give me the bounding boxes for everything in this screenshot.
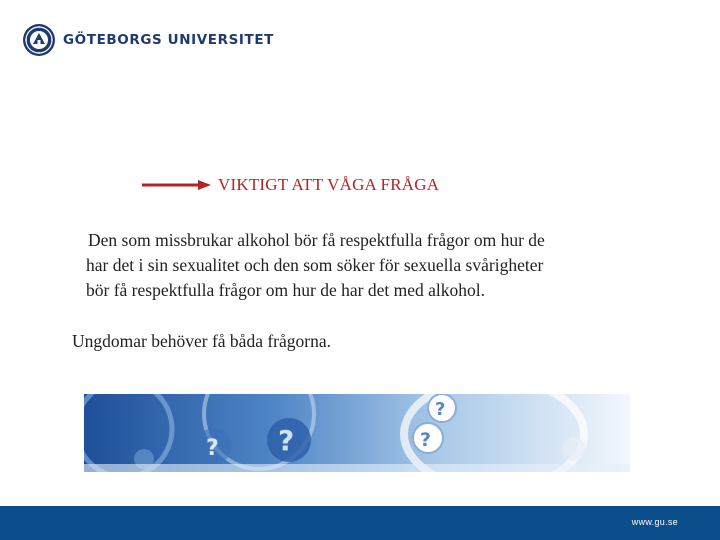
paragraph-line: Den som missbrukar alkohol bör få respektfulla frågor om hur de — [88, 230, 545, 250]
question-marks-banner — [84, 394, 630, 472]
svg-text:?: ? — [435, 399, 446, 420]
heading-row — [142, 174, 439, 196]
paragraph-line: har det i sin sexualitet och den som söker för sexuella svårigheter — [86, 255, 544, 275]
footer-url: www.gu.se — [631, 517, 678, 527]
university-seal-icon — [22, 23, 56, 57]
right-arrow-icon — [142, 179, 212, 191]
svg-text:?: ? — [420, 429, 432, 451]
university-logo — [22, 22, 274, 58]
svg-text:?: ? — [278, 424, 295, 457]
svg-text:?: ? — [206, 436, 219, 461]
footer-bar — [0, 506, 720, 540]
main-paragraph — [86, 228, 646, 303]
slide-heading: VIKTIGT ATT VÅGA FRÅGA — [218, 175, 440, 194]
university-name: GÖTEBORGS UNIVERSITET — [63, 32, 274, 48]
conclusion-text: Ungdomar behöver få båda frågorna. — [72, 331, 331, 351]
paragraph-line: bör få respektfulla frågor om hur de har det med alkohol. — [86, 280, 485, 300]
